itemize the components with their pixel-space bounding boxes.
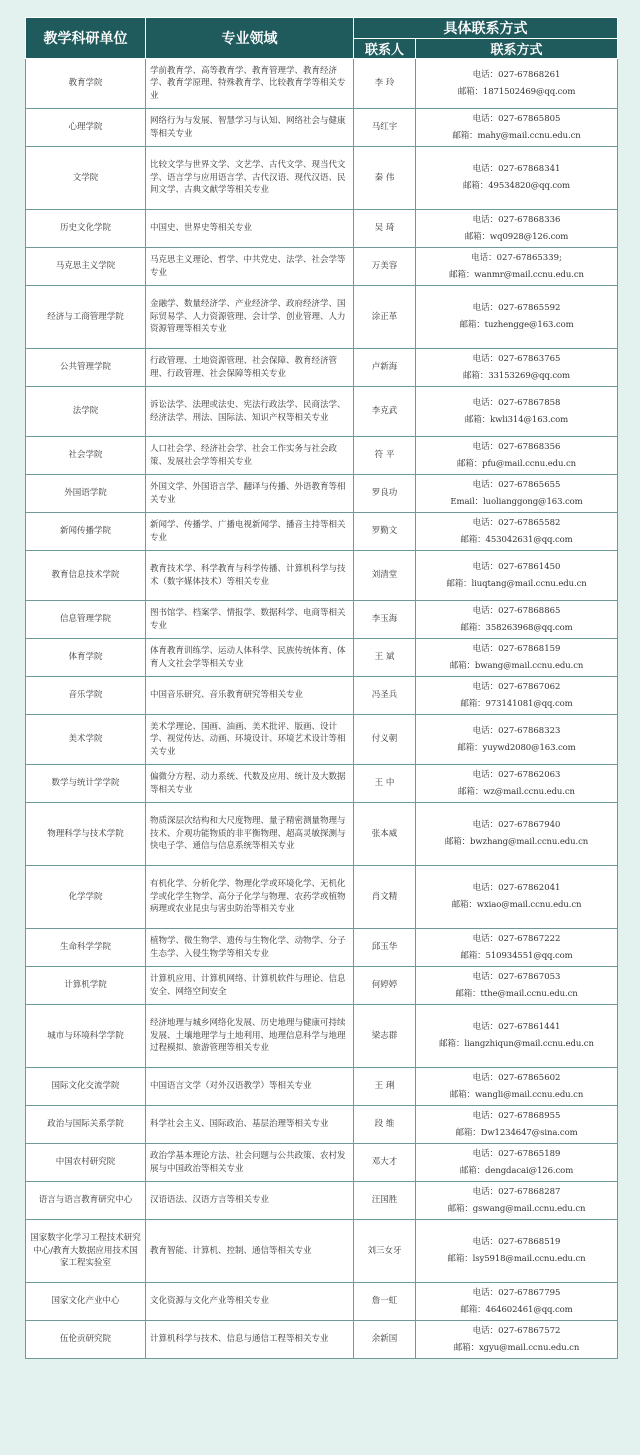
person-cell: 万美容 [354, 248, 416, 286]
person-cell: 段 维 [354, 1106, 416, 1144]
unit-cell: 马克思主义学院 [26, 248, 146, 286]
phone-text: 电话：027-67863765 [472, 353, 561, 364]
email-text[interactable]: 邮箱：464602461@qq.com [460, 1304, 573, 1315]
table-row [26, 1321, 618, 1359]
email-text[interactable]: 邮箱：mahy@mail.ccnu.edu.cn [452, 130, 581, 141]
contact-cell [416, 109, 618, 147]
field-cell: 教育技术学、科学教育与科学传播、计算机科学与技术（数字媒体技术）等相关专业 [146, 551, 354, 601]
unit-cell: 数学与统计学学院 [26, 765, 146, 803]
email-text[interactable]: 邮箱：510934551@qq.com [460, 950, 573, 961]
unit-cell: 教育信息技术学院 [26, 551, 146, 601]
contact-cell [416, 1220, 618, 1283]
table-row [26, 1068, 618, 1106]
contact-cell [416, 639, 618, 677]
field-cell: 中国语言文学（对外汉语教学）等相关专业 [146, 1068, 354, 1106]
unit-cell: 中国农村研究院 [26, 1144, 146, 1182]
unit-cell: 美术学院 [26, 715, 146, 765]
email-text[interactable]: 邮箱：yuywd2080@163.com [457, 742, 576, 753]
phone-text: 电话：027-67868955 [472, 1110, 561, 1121]
email-text[interactable]: 邮箱：liangzhiqun@mail.ccnu.edu.cn [439, 1039, 594, 1049]
email-text[interactable]: 邮箱：pfu@mail.ccnu.edu.cn [456, 458, 577, 469]
table-row [26, 1144, 618, 1182]
person-cell: 詹一虹 [354, 1283, 416, 1321]
field-cell: 美术学理论、国画、油画、美术批评、版画、设计学、视觉传达、动画、环境设计、环境艺术设计等相关专业 [146, 715, 354, 765]
table-row [26, 109, 618, 147]
phone-text: 电话：027-67865582 [472, 517, 561, 528]
phone-text: 电话：027-67867940 [472, 820, 561, 830]
contact-cell [416, 210, 618, 248]
table-row [26, 349, 618, 387]
table-row [26, 929, 618, 967]
table-row [26, 437, 618, 475]
contact-cell [416, 929, 618, 967]
table-row [26, 387, 618, 437]
unit-cell: 新闻传播学院 [26, 513, 146, 551]
email-text[interactable]: 邮箱：wangli@mail.ccnu.edu.cn [449, 1089, 584, 1100]
unit-cell: 伍伦贡研究院 [26, 1321, 146, 1359]
field-cell: 网络行为与发展、智慧学习与认知、网络社会与健康等相关专业 [146, 109, 354, 147]
contact-cell [416, 866, 618, 929]
unit-cell: 国家数字化学习工程技术研究中心/教育大数据应用技术国家工程实验室 [26, 1220, 146, 1283]
field-cell: 有机化学、分析化学、物理化学或环境化学、无机化学或化学生物学、高分子化学与物理、农药学或植物病理或农业昆虫与害虫防治等相关专业 [146, 866, 354, 929]
person-cell: 秦 伟 [354, 147, 416, 210]
unit-cell: 体育学院 [26, 639, 146, 677]
field-cell: 植物学、微生物学、遗传与生物化学、动物学、分子生态学、入侵生物学等相关专业 [146, 929, 354, 967]
unit-cell: 法学院 [26, 387, 146, 437]
unit-cell: 文学院 [26, 147, 146, 210]
email-text[interactable]: 邮箱：358263968@qq.com [460, 622, 573, 633]
person-cell: 汪国胜 [354, 1182, 416, 1220]
table-row [26, 475, 618, 513]
phone-text: 电话：027-67865339; [471, 252, 562, 263]
contact-cell [416, 1283, 618, 1321]
email-text[interactable]: 邮箱：Dw1234647@sina.com [455, 1127, 578, 1138]
person-cell: 李 玲 [354, 59, 416, 109]
person-cell: 李玉海 [354, 601, 416, 639]
person-cell: 王 斌 [354, 639, 416, 677]
unit-cell: 外国语学院 [26, 475, 146, 513]
person-cell: 余新国 [354, 1321, 416, 1359]
person-cell: 涂正革 [354, 286, 416, 349]
contact-cell [416, 1144, 618, 1182]
phone-text: 电话：027-67868323 [472, 725, 561, 736]
table-row [26, 765, 618, 803]
contact-cell [416, 677, 618, 715]
unit-cell: 生命科学学院 [26, 929, 146, 967]
phone-text: 电话：027-67867572 [472, 1325, 561, 1336]
email-text[interactable]: 邮箱：wxiao@mail.ccnu.edu.cn [451, 900, 582, 910]
field-cell: 偏微分方程、动力系统、代数及应用、统计及大数据等相关专业 [146, 765, 354, 803]
table-row [26, 1106, 618, 1144]
phone-text: 电话：027-67868356 [472, 441, 561, 452]
unit-cell: 政治与国际关系学院 [26, 1106, 146, 1144]
contact-cell [416, 437, 618, 475]
unit-cell: 物理科学与技术学院 [26, 803, 146, 866]
person-cell: 付义朝 [354, 715, 416, 765]
contact-cell [416, 349, 618, 387]
table-row [26, 1220, 618, 1283]
field-cell: 金融学、数量经济学、产业经济学、政府经济学、国际贸易学、人力资源管理、会计学、创业管理、人力资源管理等相关专业 [146, 286, 354, 349]
email-text[interactable]: 邮箱：gswang@mail.ccnu.edu.cn [447, 1203, 586, 1214]
phone-text: 电话：027-67867858 [472, 397, 561, 408]
table-row [26, 1283, 618, 1321]
field-cell: 教育智能、计算机、控制、通信等相关专业 [146, 1220, 354, 1283]
phone-text: 电话：027-67868261 [472, 69, 561, 80]
table-row [26, 147, 618, 210]
email-text[interactable]: 邮箱：kwli314@163.com [464, 414, 569, 425]
email-text[interactable]: 邮箱：lsy5918@mail.ccnu.edu.cn [447, 1254, 586, 1264]
person-cell: 何婷婷 [354, 967, 416, 1005]
phone-text: 电话：027-67865655 [472, 479, 561, 490]
person-cell: 梁志群 [354, 1005, 416, 1068]
table-row [26, 677, 618, 715]
phone-text: 电话：027-67862041 [472, 883, 561, 893]
email-text[interactable]: 邮箱：453042631@qq.com [460, 534, 573, 545]
unit-cell: 信息管理学院 [26, 601, 146, 639]
unit-cell: 音乐学院 [26, 677, 146, 715]
email-text[interactable]: 邮箱：xgyu@mail.ccnu.edu.cn [453, 1342, 580, 1353]
table-row [26, 248, 618, 286]
person-cell: 吴 琦 [354, 210, 416, 248]
table-row [26, 286, 618, 349]
phone-text: 电话：027-67868341 [472, 164, 561, 174]
email-text[interactable]: 邮箱：dengdacai@126.com [459, 1165, 574, 1176]
contact-cell [416, 513, 618, 551]
table-row [26, 513, 618, 551]
email-text[interactable]: 邮箱：liuqtang@mail.ccnu.edu.cn [446, 578, 587, 589]
phone-text: 电话：027-67862063 [472, 769, 561, 780]
unit-cell: 经济与工商管理学院 [26, 286, 146, 349]
unit-cell: 社会学院 [26, 437, 146, 475]
person-cell: 李克武 [354, 387, 416, 437]
email-text[interactable]: 邮箱：wz@mail.ccnu.edu.cn [458, 786, 575, 797]
field-cell: 行政管理、土地资源管理、社会保障、教育经济管理、行政管理、社会保障等相关专业 [146, 349, 354, 387]
person-cell: 马红宇 [354, 109, 416, 147]
header-field: 专业领域 [146, 18, 354, 59]
field-cell: 中国音乐研究、音乐教育研究等相关专业 [146, 677, 354, 715]
header-contact: 联系方式 [416, 39, 618, 59]
unit-cell: 城市与环境科学学院 [26, 1005, 146, 1068]
person-cell: 刘清堂 [354, 551, 416, 601]
email-text[interactable]: 邮箱：wanmr@mail.ccnu.edu.cn [449, 269, 584, 280]
contact-cell [416, 1182, 618, 1220]
email-text[interactable]: Email：luolianggong@163.com [450, 496, 583, 507]
email-text[interactable]: 邮箱：973141081@qq.com [460, 698, 573, 709]
phone-text: 电话：027-67865189 [472, 1148, 561, 1159]
phone-text: 电话：027-67861441 [472, 1022, 561, 1032]
phone-text: 电话：027-67868287 [472, 1186, 561, 1197]
field-cell: 政治学基本理论方法、社会问题与公共政策、农村发展与中国政治等相关专业 [146, 1144, 354, 1182]
email-text[interactable]: 邮箱：bwzhang@mail.ccnu.edu.cn [444, 837, 589, 847]
phone-text: 电话：027-67867222 [472, 933, 561, 944]
person-cell: 邓大才 [354, 1144, 416, 1182]
contact-cell [416, 1005, 618, 1068]
person-cell: 张本威 [354, 803, 416, 866]
person-cell: 王 琍 [354, 1068, 416, 1106]
contact-cell [416, 967, 618, 1005]
person-cell: 罗良功 [354, 475, 416, 513]
table-row [26, 601, 618, 639]
email-text[interactable]: 邮箱：33153269@qq.com [463, 370, 570, 381]
table-row [26, 803, 618, 866]
field-cell: 中国史、世界史等相关专业 [146, 210, 354, 248]
contact-cell [416, 248, 618, 286]
contact-cell [416, 765, 618, 803]
contact-cell [416, 715, 618, 765]
table-row [26, 866, 618, 929]
field-cell: 外国文学、外国语言学、翻译与传播、外语教育等相关专业 [146, 475, 354, 513]
email-text[interactable]: 邮箱：tuzhengge@163.com [459, 320, 574, 330]
table-row [26, 210, 618, 248]
contact-cell [416, 803, 618, 866]
contact-cell [416, 387, 618, 437]
person-cell: 肖文精 [354, 866, 416, 929]
table-row [26, 59, 618, 109]
person-cell: 冯圣兵 [354, 677, 416, 715]
field-cell: 汉语语法、汉语方言等相关专业 [146, 1182, 354, 1220]
field-cell: 比较文学与世界文学、文艺学、古代文学、现当代文学、语言学与应用语言学、古代汉语、现代汉语、民间文学、古典文献学等相关专业 [146, 147, 354, 210]
field-cell: 马克思主义理论、哲学、中共党史、法学、社会学等专业 [146, 248, 354, 286]
field-cell: 物质深层次结构和大尺度物理、量子精密测量物理与技术、介观功能物质的非平衡物理、超高灵敏探测与快电子学、通信与信息系统等相关专业 [146, 803, 354, 866]
phone-text: 电话：027-67861450 [472, 561, 561, 572]
email-text[interactable]: 邮箱：49534820@qq.com [463, 181, 570, 191]
unit-cell: 化学学院 [26, 866, 146, 929]
phone-text: 电话：027-67867795 [472, 1287, 561, 1298]
phone-text: 电话：027-67865602 [472, 1072, 561, 1083]
contact-cell [416, 147, 618, 210]
table-row [26, 1182, 618, 1220]
field-cell: 计算机应用、计算机网络、计算机软件与理论、信息安全、网络空间安全 [146, 967, 354, 1005]
contact-cell [416, 286, 618, 349]
table-row [26, 639, 618, 677]
phone-text: 电话：027-67867062 [472, 681, 561, 692]
field-cell: 诉讼法学、法理或法史、宪法行政法学、民商法学、经济法学、刑法、国际法、知识产权等相关专业 [146, 387, 354, 437]
person-cell: 邱玉华 [354, 929, 416, 967]
header-unit: 教学科研单位 [26, 18, 146, 59]
field-cell: 新闻学、传播学、广播电视新闻学、播音主持等相关专业 [146, 513, 354, 551]
person-cell: 罗勤文 [354, 513, 416, 551]
unit-cell: 心理学院 [26, 109, 146, 147]
unit-cell: 教育学院 [26, 59, 146, 109]
header-contact-group: 具体联系方式 [354, 18, 618, 39]
field-cell: 体育教育训练学、运动人体科学、民族传统体育、体育人文社会学等相关专业 [146, 639, 354, 677]
unit-cell: 历史文化学院 [26, 210, 146, 248]
person-cell: 卢新海 [354, 349, 416, 387]
contact-cell [416, 475, 618, 513]
contact-table-wrapper [25, 17, 617, 1359]
contact-cell [416, 59, 618, 109]
person-cell: 符 平 [354, 437, 416, 475]
phone-text: 电话：027-67868519 [472, 1237, 561, 1247]
contact-cell [416, 1106, 618, 1144]
email-text[interactable]: 邮箱：wq0928@126.com [464, 231, 569, 242]
contact-cell [416, 601, 618, 639]
table-body [26, 59, 618, 1359]
field-cell: 人口社会学、经济社会学、社会工作实务与社会政策、发展社会学等相关专业 [146, 437, 354, 475]
field-cell: 经济地理与城乡网络化发展、历史地理与健康可持续发展、土壤地理学与土地利用、地理信息科学与地理过程模拟、旅游管理等相关专业 [146, 1005, 354, 1068]
phone-text: 电话：027-67867053 [472, 971, 561, 982]
contact-cell [416, 1068, 618, 1106]
contact-cell [416, 551, 618, 601]
unit-cell: 公共管理学院 [26, 349, 146, 387]
person-cell: 王 中 [354, 765, 416, 803]
unit-cell: 国家文化产业中心 [26, 1283, 146, 1321]
table-row [26, 715, 618, 765]
phone-text: 电话：027-67868865 [472, 605, 561, 616]
table-row [26, 967, 618, 1005]
unit-cell: 国际文化交流学院 [26, 1068, 146, 1106]
unit-cell: 计算机学院 [26, 967, 146, 1005]
table-row [26, 551, 618, 601]
email-text[interactable]: 邮箱：bwang@mail.ccnu.edu.cn [449, 660, 584, 671]
person-cell: 刘三女牙 [354, 1220, 416, 1283]
field-cell: 科学社会主义、国际政治、基层治理等相关专业 [146, 1106, 354, 1144]
contact-cell [416, 1321, 618, 1359]
email-text[interactable]: 邮箱：18715024​69@qq.com [457, 86, 576, 97]
phone-text: 电话：027-67865592 [472, 303, 561, 313]
field-cell: 图书馆学、档案学、情报学、数据科学、电商等相关专业 [146, 601, 354, 639]
phone-text: 电话：027-67865805 [472, 113, 561, 124]
field-cell: 计算机科学与技术、信息与通信工程等相关专业 [146, 1321, 354, 1359]
phone-text: 电话：027-67868336 [472, 214, 561, 225]
email-text[interactable]: 邮箱：tthe@mail.ccnu.edu.cn [455, 988, 578, 999]
phone-text: 电话：027-67868159 [472, 643, 561, 654]
unit-cell: 语言与语言教育研究中心 [26, 1182, 146, 1220]
header-person: 联系人 [354, 39, 416, 59]
table-row [26, 1005, 618, 1068]
field-cell: 学前教育学、高等教育学、教育管理学、教育经济学、教育学原理、特殊教育学、比较教育学等相关专业 [146, 59, 354, 109]
field-cell: 文化资源与文化产业等相关专业 [146, 1283, 354, 1321]
contact-table [25, 17, 618, 1359]
